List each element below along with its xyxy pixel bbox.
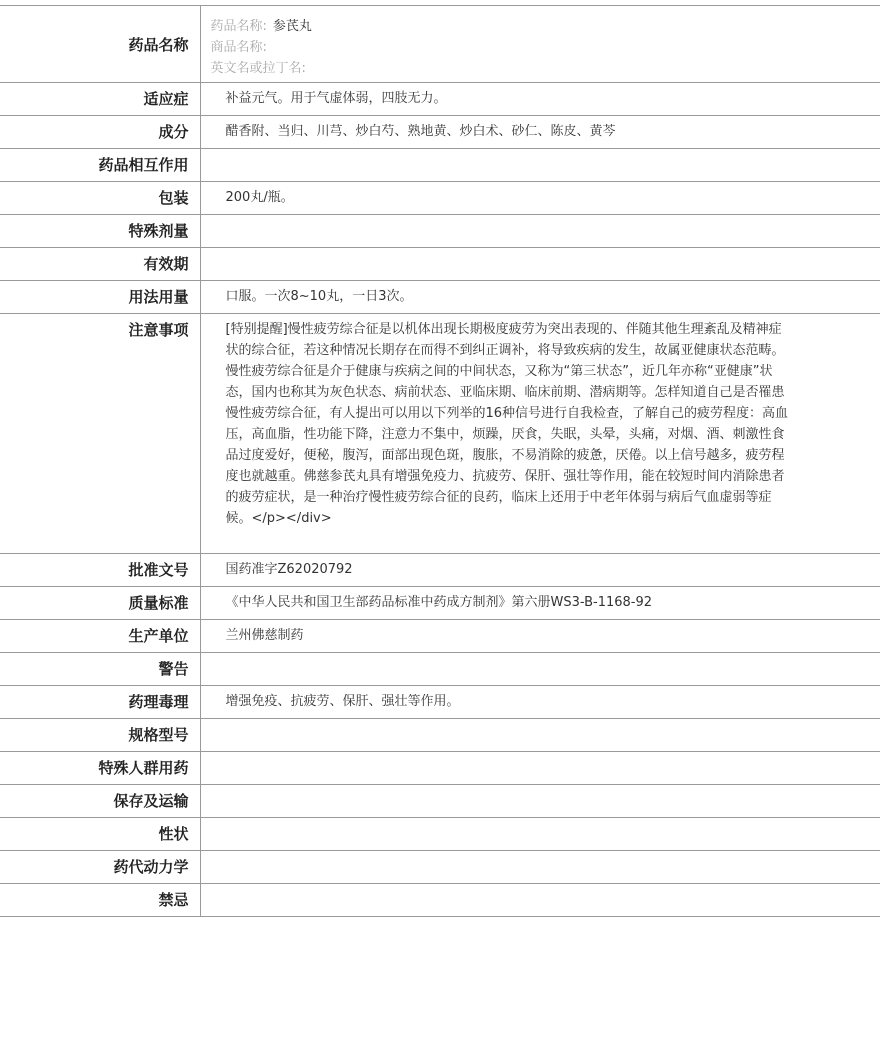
row-value: 醋香附、当归、川芎、炒白芍、熟地黄、炒白术、砂仁、陈皮、黄芩 (200, 116, 880, 149)
trade-name-line (211, 37, 880, 58)
row-label: 成分 (0, 116, 200, 149)
row-label: 警告 (0, 653, 200, 686)
row-value (200, 653, 880, 686)
row-value (200, 215, 880, 248)
row-value (200, 248, 880, 281)
row-value (200, 314, 880, 554)
row-label: 注意事项 (0, 314, 200, 554)
row-drug-name (0, 6, 880, 83)
row-contraindications (0, 884, 880, 917)
row-interactions (0, 149, 880, 182)
precautions-text: [特别提醒]慢性疲劳综合征是以机体出现长期极度疲劳为突出表现的、伴随其他生理紊乱及精神症状的综合征，若这种情况长期存在而得不到纠正调补，将导致疾病的发生，故属亚健康状态范畴。慢性疲劳综合征是介于健康与疾病之间的中间状态，又称为“第三状态”，近几年亦称“亚健康”状态，国内也称其为灰色状态、病前状态、亚临床期、临床前期、潜病期等。怎样知道自己是否罹患慢性疲劳综合征，有人提出可以用以下列举的16种信号进行自我检查，了解自己的疲劳程度：高血压，高血脂，性功能下降，注意力不集中，烦躁，厌食，失眠，头晕，头痛，对烟、酒、刺激性食品过度爱好，便秘，腹泻，面部出现色斑，腹胀，不易消除的疲惫，厌倦。以上信号越多，疲劳程度也就越重。佛慈参芪丸具有增强免疫力、抗疲劳、保肝、强壮等作用，能在较短时间内消除患者的疲劳症状，是一种治疗慢性疲劳综合征的良药，临床上还用于中老年体弱与病后气血虚弱等症候。</p></div> (225, 322, 789, 526)
row-label: 药理毒理 (0, 686, 200, 719)
row-label: 药品名称 (0, 6, 200, 83)
row-value (200, 149, 880, 182)
row-specification (0, 719, 880, 752)
row-label: 包装 (0, 182, 200, 215)
row-value (200, 884, 880, 917)
row-approval-number (0, 554, 880, 587)
generic-name-key: 药品名称: (210, 19, 267, 34)
row-value (200, 818, 880, 851)
row-ingredients (0, 116, 880, 149)
row-value (200, 752, 880, 785)
row-label: 性状 (0, 818, 200, 851)
row-value: 增强免疫、抗疲劳、保肝、强壮等作用。 (200, 686, 880, 719)
row-label: 规格型号 (0, 719, 200, 752)
row-manufacturer (0, 620, 880, 653)
row-label: 质量标准 (0, 587, 200, 620)
row-label: 特殊人群用药 (0, 752, 200, 785)
row-value: 补益元气。用于气虚体弱，四肢无力。 (200, 83, 880, 116)
row-expiry (0, 248, 880, 281)
generic-name-line (211, 16, 880, 37)
row-value: 口服。一次8~10丸，一日3次。 (200, 281, 880, 314)
row-storage (0, 785, 880, 818)
row-packaging (0, 182, 880, 215)
row-label: 药品相互作用 (0, 149, 200, 182)
row-indications (0, 83, 880, 116)
row-label: 特殊剂量 (0, 215, 200, 248)
row-value (200, 6, 880, 83)
latin-name-key: 英文名或拉丁名: (210, 61, 306, 76)
row-pharmacology (0, 686, 880, 719)
row-precautions (0, 314, 880, 554)
trade-name-key: 商品名称: (210, 40, 267, 55)
row-quality-standard (0, 587, 880, 620)
row-label: 生产单位 (0, 620, 200, 653)
row-pharmacokinetics (0, 851, 880, 884)
row-value: 国药准字Z62020792 (200, 554, 880, 587)
row-label: 适应症 (0, 83, 200, 116)
row-label: 药代动力学 (0, 851, 200, 884)
row-label: 保存及运输 (0, 785, 200, 818)
row-appearance (0, 818, 880, 851)
row-special-populations (0, 752, 880, 785)
row-value: 200丸/瓶。 (200, 182, 880, 215)
latin-name-line (211, 58, 880, 79)
row-value: 《中华人民共和国卫生部药品标准中药成方制剂》第六册WS3-B-1168-92 (200, 587, 880, 620)
row-value (200, 785, 880, 818)
row-value (200, 719, 880, 752)
row-special-dosage (0, 215, 880, 248)
drug-spec-table (0, 5, 880, 917)
row-label: 禁忌 (0, 884, 200, 917)
row-value (200, 851, 880, 884)
row-dosage (0, 281, 880, 314)
row-label: 批准文号 (0, 554, 200, 587)
row-label: 用法用量 (0, 281, 200, 314)
row-value: 兰州佛慈制药 (200, 620, 880, 653)
generic-name-value: 参芪丸 (272, 19, 312, 34)
row-warning (0, 653, 880, 686)
row-label: 有效期 (0, 248, 200, 281)
